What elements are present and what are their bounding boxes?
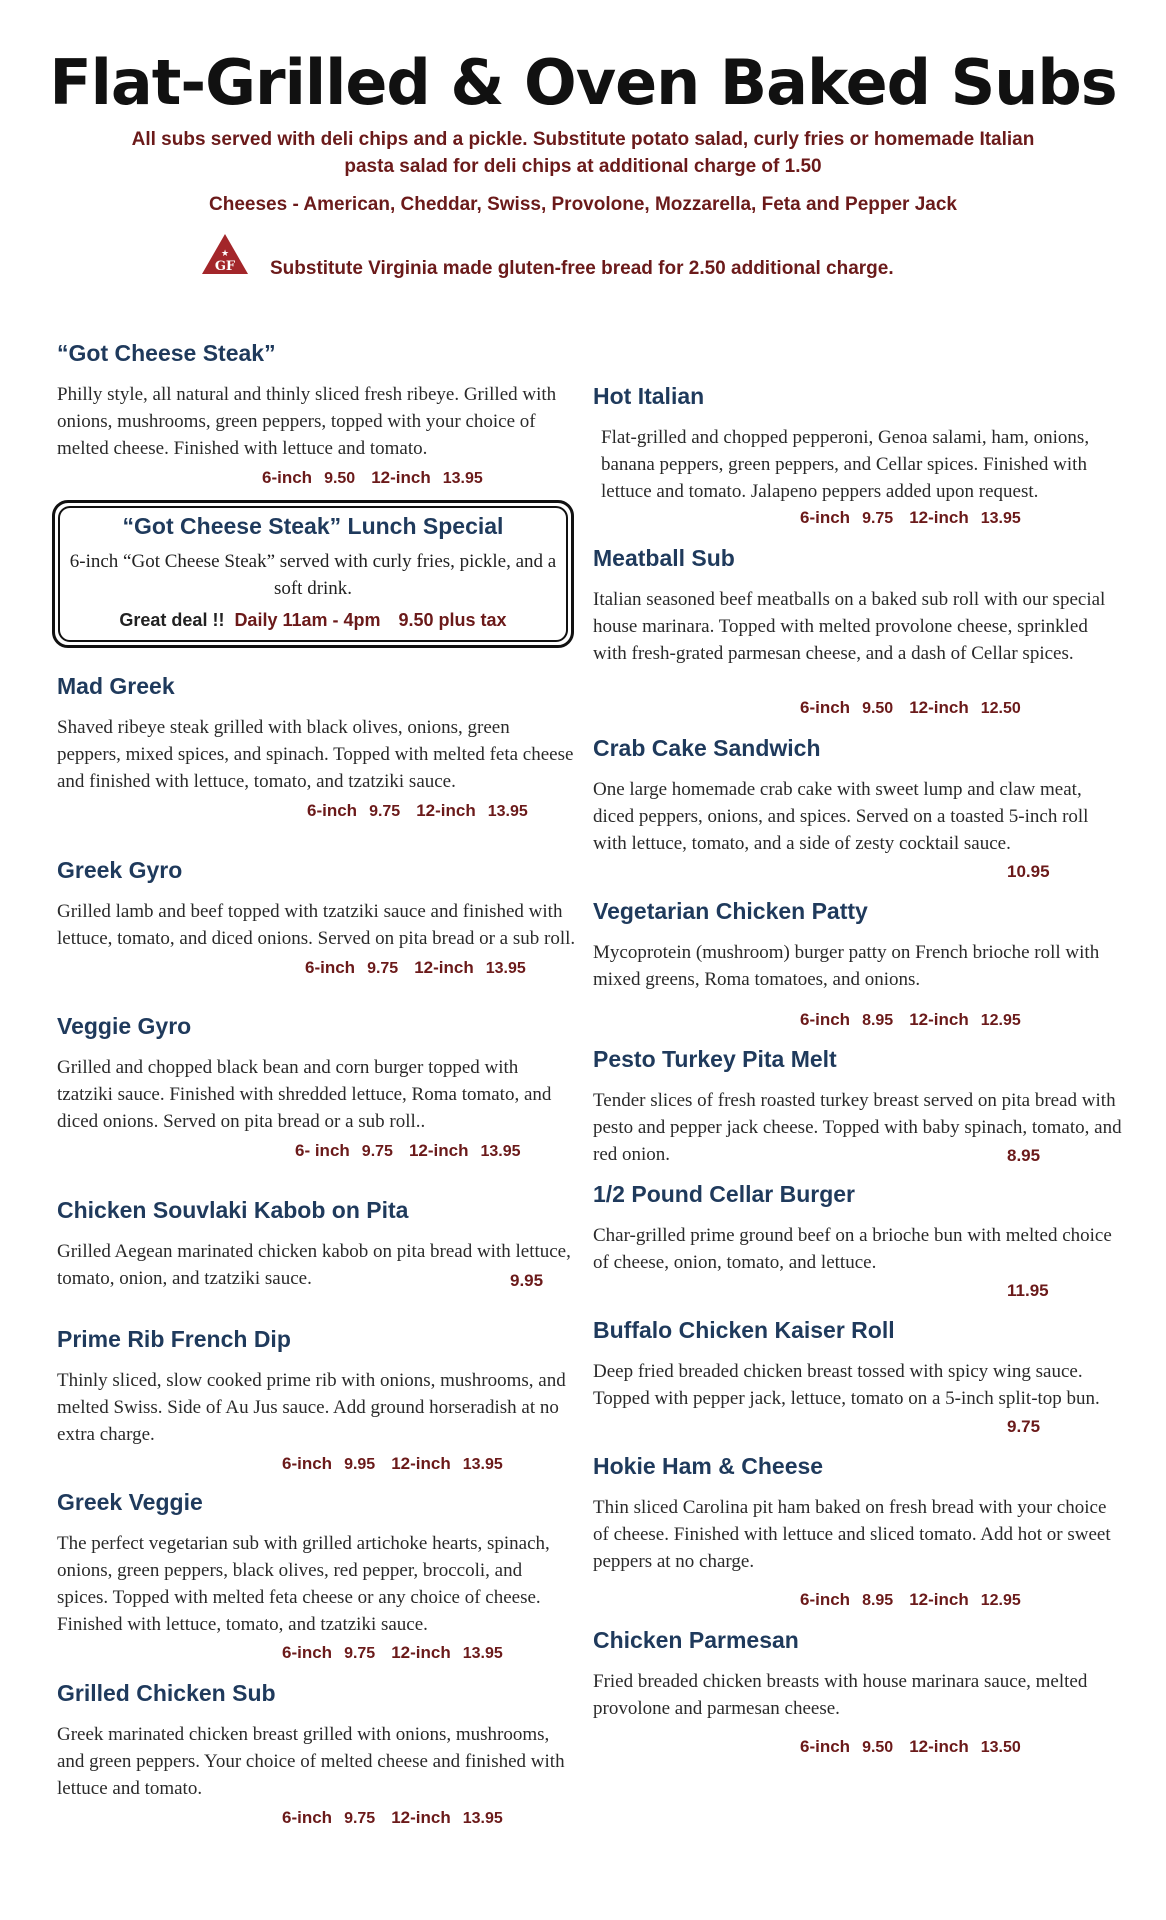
lunch-special-box: [52, 500, 574, 648]
cheese-options: Cheeses - American, Cheddar, Swiss, Provolone, Mozzarella, Feta and Pepper Jack: [209, 194, 957, 215]
item-desc: Fried breaded chicken breasts with house marinara sauce, melted provolone and parmesan cheese.: [593, 1671, 1088, 1719]
menu-item-grilled-chicken-sub: [57, 1680, 577, 1802]
item-desc: Deep fried breaded chicken breast tossed with spicy wing sauce. Topped with pepper jack, lettuce, tomato on a 5-inch split-top bun.: [593, 1361, 1100, 1409]
item-desc: Thin sliced Carolina pit ham baked on fresh bread with your choice of cheese. Finished with lettuce and sliced tomato. Add hot or sweet peppers at no charge.: [593, 1497, 1111, 1572]
item-price: 8.95: [1007, 1146, 1041, 1165]
item-price: 10.95: [1007, 862, 1050, 881]
item-price: 6-inch 9.50 12-inch 13.95: [262, 468, 483, 487]
item-desc: Mycoprotein (mushroom) burger patty on French brioche roll with mixed greens, Roma tomatoes, and onions.: [593, 942, 1100, 990]
item-price: 6-inch 9.75 12-inch 13.95: [282, 1808, 503, 1827]
special-desc: 6-inch “Got Cheese Steak” served with curly fries, pickle, and a soft drink.: [69, 551, 557, 599]
item-name: Mad Greek: [57, 673, 175, 699]
item-name: Chicken Parmesan: [593, 1627, 799, 1653]
menu-item-vegetarian-chicken-patty: [593, 898, 1123, 993]
item-name: Vegetarian Chicken Patty: [593, 898, 868, 924]
item-name: Hot Italian: [593, 383, 705, 409]
svg-text:★: ★: [220, 249, 230, 259]
item-price: 6-inch 9.75 12-inch 13.95: [282, 1643, 503, 1662]
sides-note-line2: pasta salad for deli chips at additional charge of 1.50: [344, 156, 822, 177]
menu-item-crab-cake-sandwich: [593, 735, 1123, 857]
item-desc: Shaved ribeye steak grilled with black olives, onions, green peppers, mixed spices, and spinach. Topped with melted feta cheese and finished with lettuce, tomato, and tzatziki sauce.: [57, 717, 574, 792]
item-desc: Char-grilled prime ground beef on a brioche bun with melted choice of cheese, onion, tomato, and lettuce.: [593, 1225, 1112, 1273]
gluten-free-badge-icon: [200, 232, 250, 276]
item-name: Grilled Chicken Sub: [57, 1680, 276, 1706]
special-title: “Got Cheese Steak” Lunch Special: [122, 513, 504, 539]
item-price: 6-inch 9.75 12-inch 13.95: [307, 801, 528, 820]
item-price: 6-inch 9.75 12-inch 13.95: [800, 508, 1021, 527]
item-name: Chicken Souvlaki Kabob on Pita: [57, 1197, 409, 1223]
svg-text:GF: GF: [214, 259, 236, 274]
item-desc: Grilled Aegean marinated chicken kabob on pita bread with lettuce, tomato, onion, and tzatziki sauce.: [57, 1241, 571, 1289]
item-desc: Tender slices of fresh roasted turkey breast served on pita bread with pesto and pepper jack cheese. Topped with baby spinach, tomato, and red onion.: [593, 1090, 1122, 1165]
menu-item-hot-italian: [593, 383, 1123, 505]
item-price: 6-inch 9.95 12-inch 13.95: [282, 1454, 503, 1473]
item-name: Pesto Turkey Pita Melt: [593, 1046, 837, 1072]
item-name: Meatball Sub: [593, 545, 735, 571]
item-name: 1/2 Pound Cellar Burger: [593, 1181, 856, 1207]
item-desc: Flat-grilled and chopped pepperoni, Genoa salami, ham, onions, banana peppers, green peppers, and Cellar spices. Finished with lettuce and tomato. Jalapeno peppers added upon request.: [601, 427, 1090, 502]
item-name: Veggie Gyro: [57, 1013, 192, 1039]
item-name: Buffalo Chicken Kaiser Roll: [593, 1317, 895, 1343]
menu-item-chicken-parmesan: [593, 1627, 1123, 1722]
item-name: Greek Veggie: [57, 1489, 203, 1515]
menu-item-pesto-turkey-pita-melt: [593, 1046, 1123, 1168]
menu-item-greek-veggie: [57, 1489, 577, 1638]
item-price: 11.95: [1007, 1281, 1049, 1300]
item-name: Prime Rib French Dip: [57, 1326, 291, 1352]
menu-item-prime-rib-french-dip: [57, 1326, 577, 1448]
item-price: 6-inch 9.75 12-inch 13.95: [305, 958, 526, 977]
menu-item-cellar-burger: [593, 1181, 1123, 1276]
item-desc: Grilled and chopped black bean and corn burger topped with tzatziki sauce. Finished with shredded lettuce, Roma tomato, and diced onions. Served on pita bread or a sub roll..: [57, 1057, 552, 1132]
item-desc: Grilled lamb and beef topped with tzatziki sauce and finished with lettuce, tomato, and diced onions. Served on pita bread or a sub roll.: [57, 901, 576, 949]
menu-item-mad-greek: [57, 673, 577, 795]
item-name: “Got Cheese Steak”: [57, 340, 276, 366]
item-desc: Italian seasoned beef meatballs on a baked sub roll with our special house marinara. Topped with melted provolone cheese, sprinkled with fresh-grated parmesan cheese, and a dash of Cellar spices.: [593, 589, 1106, 664]
menu-title: Flat-Grilled & Oven Baked Subs: [49, 46, 1117, 119]
gluten-free-note: Substitute Virginia made gluten-free bread for 2.50 additional charge.: [270, 258, 894, 279]
item-desc: Greek marinated chicken breast grilled with onions, mushrooms, and green peppers. Your choice of melted cheese and finished with lettuce and tomato.: [57, 1724, 565, 1799]
menu-item-veggie-gyro: [57, 1013, 577, 1135]
item-name: Crab Cake Sandwich: [593, 735, 821, 761]
item-name: Greek Gyro: [57, 857, 183, 883]
menu-item-got-cheese-steak: [57, 340, 577, 462]
item-desc: The perfect vegetarian sub with grilled artichoke hearts, spinach, onions, green peppers, black olives, red pepper, broccoli, and spices. Topped with melted feta cheese or any choice of cheese. Finished with lettuce, tomato, and tzatziki sauce.: [57, 1533, 550, 1635]
item-price: 9.95: [510, 1271, 544, 1290]
item-price: 6-inch 8.95 12-inch 12.95: [800, 1590, 1021, 1609]
menu-item-buffalo-chicken-kaiser-roll: [593, 1317, 1123, 1412]
item-desc: Philly style, all natural and thinly sliced fresh ribeye. Grilled with onions, mushrooms, green peppers, topped with your choice of melted cheese. Finished with lettuce and tomato.: [57, 384, 557, 459]
item-price: 6- inch 9.75 12-inch 13.95: [295, 1141, 521, 1160]
item-price: 6-inch 9.50 12-inch 12.50: [800, 698, 1021, 717]
item-desc: Thinly sliced, slow cooked prime rib with onions, mushrooms, and melted Swiss. Side of Au Jus sauce. Add ground horseradish at no extra charge.: [57, 1370, 566, 1445]
item-price: 9.75: [1007, 1417, 1041, 1436]
special-deal-line: Great deal !! Daily 11am - 4pm 9.50 plus tax: [119, 610, 507, 630]
sides-note-line1: All subs served with deli chips and a pickle. Substitute potato salad, curly fries or homemade Italian: [131, 129, 1035, 150]
menu-item-greek-gyro: [57, 857, 577, 952]
item-price: 6-inch 9.50 12-inch 13.50: [800, 1737, 1021, 1756]
item-name: Hokie Ham & Cheese: [593, 1453, 824, 1479]
item-desc: One large homemade crab cake with sweet lump and claw meat, diced peppers, onions, and spices. Served on a toasted 5-inch roll with lettuce, tomato, and a side of zesty cocktail sauce.: [593, 779, 1089, 854]
menu-item-chicken-souvlaki: [57, 1197, 577, 1292]
menu-item-hokie-ham-cheese: [593, 1453, 1123, 1575]
item-price: 6-inch 8.95 12-inch 12.95: [800, 1010, 1021, 1029]
menu-item-meatball-sub: [593, 545, 1123, 667]
